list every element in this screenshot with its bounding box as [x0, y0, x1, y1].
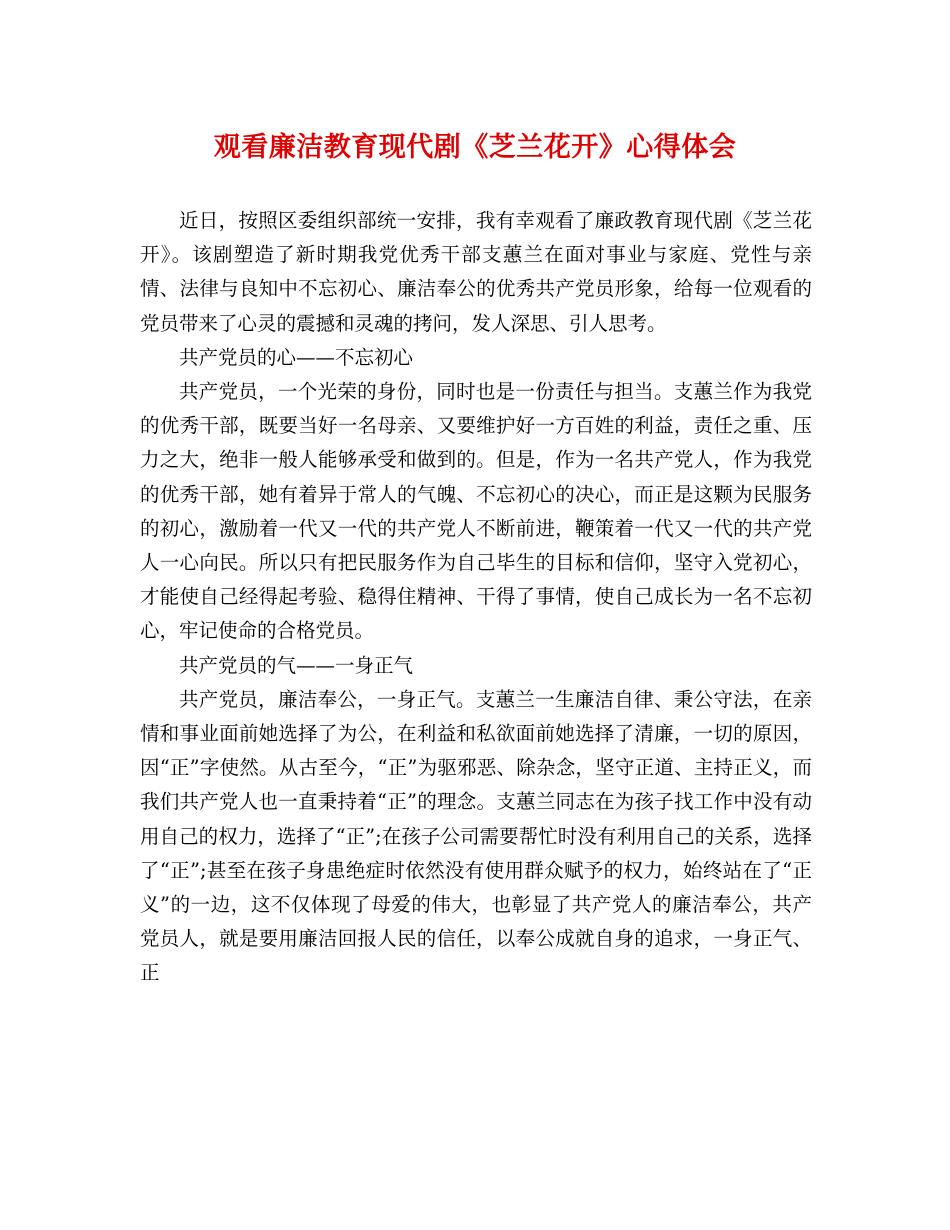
document-body: [140, 204, 812, 991]
section-heading-1: 共产党员的心——不忘初心: [179, 345, 414, 369]
paragraph-section-1: 共产党员，一个光荣的身份，同时也是一份责任与担当。支蕙兰作为我党的优秀干部，既要当好一名母亲、又要维护好一方百姓的利益，责任之重、压力之大，绝非一般人能够承受和做到的。但是，作为一名共产党人，作为我党的优秀干部，她有着异于常人的气魄、不忘初心的决心，而正是这颗为民服务的初心，激励着一代又一代的共产党人不断前进，鞭策着一代又一代的共产党人一心向民。所以只有把民服务作为自己毕生的目标和信仰，坚守入党初心，才能使自己经得起考验、稳得住精神、干得了事情，使自己成长为一名不忘初心，牢记使命的合格党员。: [140, 380, 812, 643]
document-title: 观看廉洁教育现代剧《芝兰花开》心得体会: [213, 132, 737, 163]
section-heading-2: 共产党员的气——一身正气: [179, 653, 414, 677]
paragraph-intro: 近日，按照区委组织部统一安排，我有幸观看了廉政教育现代剧《芝兰花开》。该剧塑造了新时期我党优秀干部支蕙兰在面对事业与家庭、党性与亲情、法律与良知中不忘初心、廉洁奉公的优秀共产党员形象，给每一位观看的党员带来了心灵的震撼和灵魂的拷问，发人深思、引人思考。: [140, 209, 812, 335]
paragraph-section-2: 共产党员，廉洁奉公，一身正气。支蕙兰一生廉洁自律、秉公守法，在亲情和事业面前她选择了为公，在利益和私欲面前她选择了清廉，一切的原因，因“正”字使然。从古至今，“正”为驱邪恶、除杂念，坚守正道、主持正义，而我们共产党人也一直秉持着“正”的理念。支蕙兰同志在为孩子找工作中没有动用自己的权力，选择了“正”;在孩子公司需要帮忙时没有利用自己的关系，选择了“正”;甚至在孩子身患绝症时依然没有使用群众赋予的权力，始终站在了“正义”的一边，这不仅体现了母爱的伟大，也彰显了共产党人的廉洁奉公，共产党员人，就是要用廉洁回报人民的信任，以奉公成就自身的追求，一身正气、正: [140, 687, 812, 985]
